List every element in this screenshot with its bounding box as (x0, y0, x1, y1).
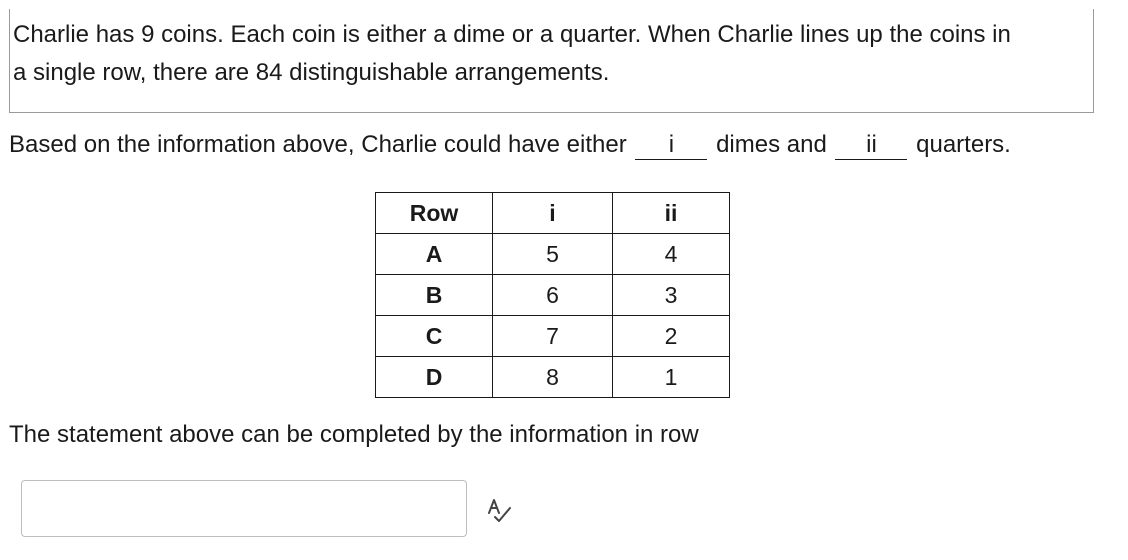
statement-text (9, 131, 1011, 160)
cell-ii: 2 (613, 316, 730, 357)
statement-part-1: Based on the information above, Charlie could have either (9, 131, 627, 158)
statement-part-3: quarters. (916, 131, 1011, 158)
row-label: B (376, 275, 493, 316)
table-row (376, 275, 730, 316)
table-header-row (376, 193, 730, 234)
header-ii: ii (613, 193, 730, 234)
header-i: i (493, 193, 613, 234)
table-row (376, 357, 730, 398)
question-passage (9, 9, 1094, 113)
row-label: A (376, 234, 493, 275)
question-prompt: The statement above can be completed by the information in row (9, 421, 699, 448)
row-label: C (376, 316, 493, 357)
options-table (375, 192, 730, 398)
answer-input[interactable] (21, 480, 467, 537)
spellcheck-icon[interactable] (484, 494, 516, 526)
row-label: D (376, 357, 493, 398)
cell-ii: 4 (613, 234, 730, 275)
cell-i: 8 (493, 357, 613, 398)
cell-i: 5 (493, 234, 613, 275)
blank-ii: ii (835, 133, 907, 160)
cell-ii: 1 (613, 357, 730, 398)
blank-i: i (635, 133, 707, 160)
passage-line-1: Charlie has 9 coins. Each coin is either a dime or a quarter. When Charlie lines up the coins in (13, 21, 1011, 48)
cell-i: 7 (493, 316, 613, 357)
table-row (376, 234, 730, 275)
statement-part-2: dimes and (716, 131, 827, 158)
table-row (376, 316, 730, 357)
header-row: Row (376, 193, 493, 234)
cell-i: 6 (493, 275, 613, 316)
passage-line-2: a single row, there are 84 distinguishable arrangements. (13, 59, 610, 86)
cell-ii: 3 (613, 275, 730, 316)
